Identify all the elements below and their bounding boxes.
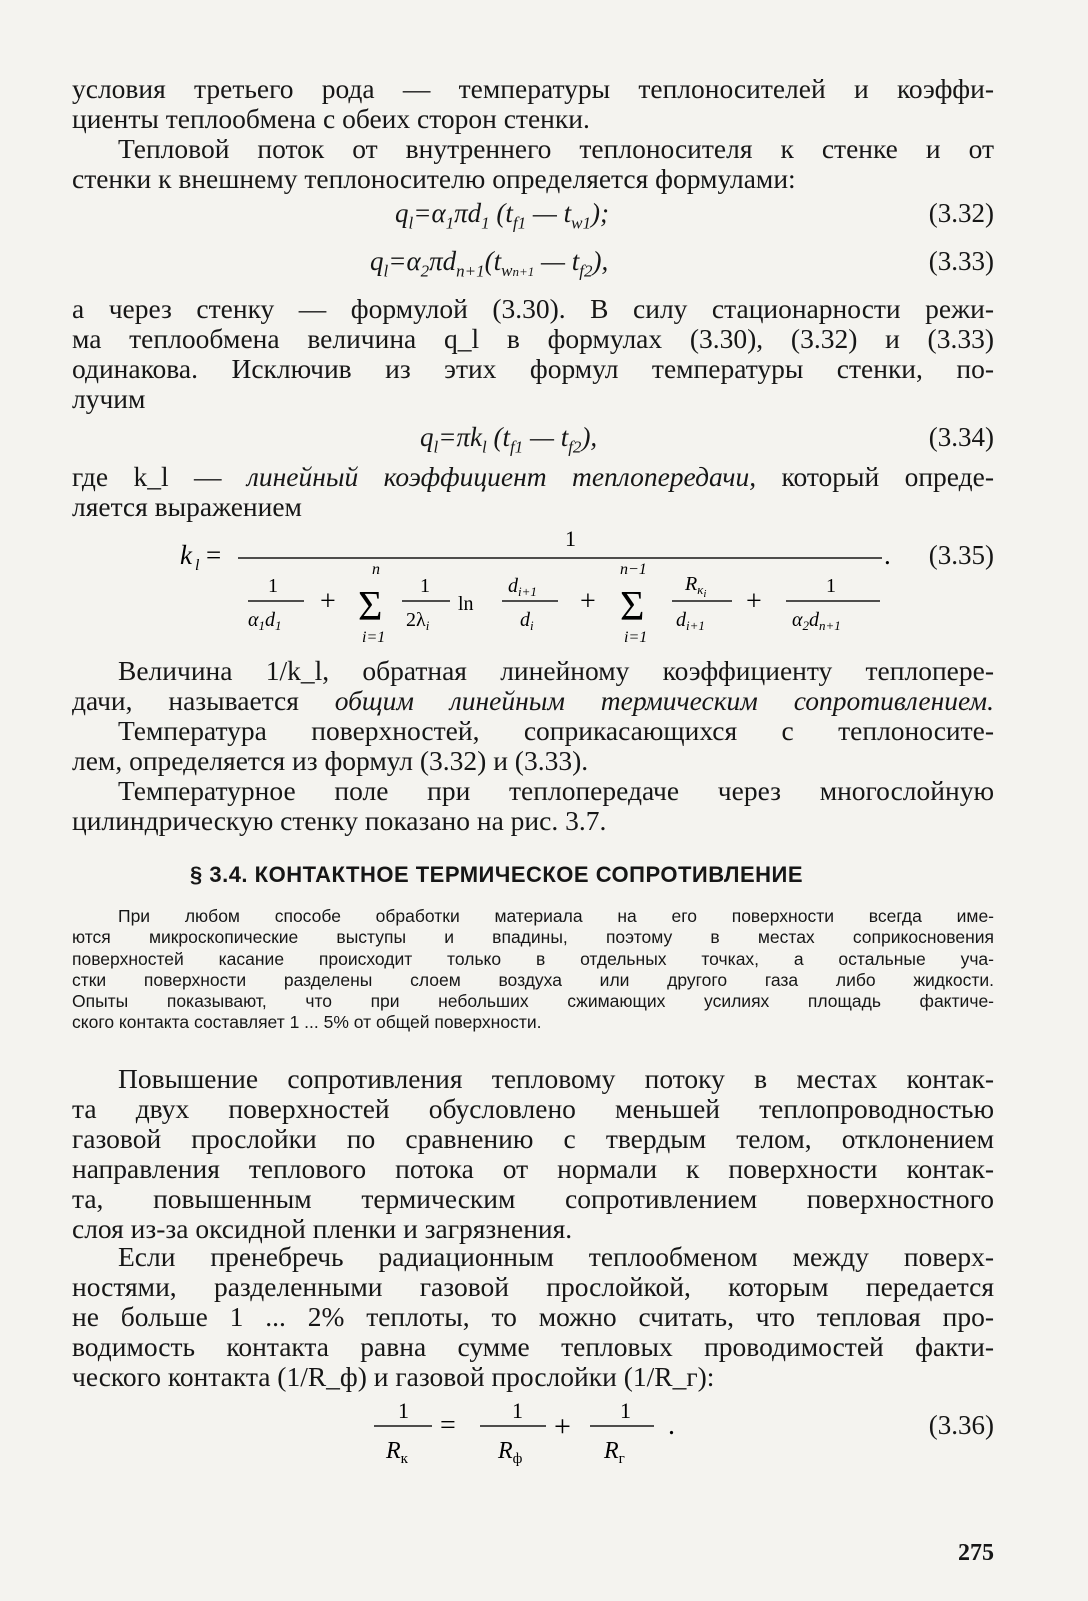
svg-text:+: + bbox=[746, 586, 762, 617]
paragraph-8 bbox=[72, 1064, 994, 1244]
text-line: водимость контакта равна сумме тепловых проводимостей факти- bbox=[72, 1331, 994, 1362]
svg-text:Rк: $R_к$ bbox=[386, 1438, 408, 1467]
svg-text:α2dn+1: $\alpha_2d_{n+1}$ bbox=[792, 609, 841, 633]
svg-text:ln: ln bbox=[458, 593, 474, 615]
equation-3-32: $q_l=\alpha_1\pi d_1$ ($t_{f1}$ — $t_{w1}$); bbox=[395, 198, 609, 233]
text-line: Тепловой поток от внутреннего теплоносителя к стенке и от bbox=[118, 133, 994, 164]
text-line: стки поверхности разделены слоем воздуха или другого газа либо жидкости. bbox=[72, 969, 994, 990]
text-line: Величина 1/k_l, обратная линейному коэффициенту теплопере- bbox=[118, 655, 994, 686]
text-run: который опреде- bbox=[756, 461, 994, 492]
text-line: слоя из-за оксидной пленки и загрязнения. bbox=[72, 1213, 573, 1244]
svg-text:n: n bbox=[372, 561, 380, 578]
text-line: ются микроскопические выступы и впадины, поэтому в местах соприкосновения bbox=[72, 927, 994, 948]
text-line: та двух поверхностей обусловлено меньшей теплопроводностью bbox=[72, 1093, 994, 1124]
text-line: не больше 1 ... 2% теплоты, то можно считать, что тепловая про- bbox=[72, 1301, 994, 1332]
paragraph-6 bbox=[72, 716, 994, 776]
text-line bbox=[72, 686, 994, 716]
svg-text:i=1: i=1 bbox=[362, 629, 386, 646]
section-heading: § 3.4. КОНТАКТНОЕ ТЕРМИЧЕСКОЕ СОПРОТИВЛЕНИЕ bbox=[190, 862, 804, 887]
equation-3-35 bbox=[180, 524, 920, 654]
text-line: ностями, разделенными газовой прослойкой, которым передается bbox=[72, 1271, 994, 1302]
equation-number: (3.32) bbox=[928, 198, 994, 228]
equation-number: (3.34) bbox=[928, 422, 994, 452]
equation-number: (3.35) bbox=[928, 540, 994, 570]
svg-text:Σ: Σ bbox=[358, 584, 383, 630]
text-line: ма теплообмена величина q_l в формулах (3.30), (3.32) и (3.33) bbox=[72, 323, 994, 354]
svg-text:1: 1 bbox=[398, 1398, 409, 1423]
text-line: условия третьего рода — температуры теплоносителей и коэффи- bbox=[72, 73, 994, 104]
text-line: циенты теплообмена с обеих сторон стенки. bbox=[72, 103, 590, 134]
svg-text:+: + bbox=[554, 1410, 571, 1443]
text-run: где k_l — bbox=[72, 461, 247, 492]
text-line: Температурное поле при теплопередаче через многослойную bbox=[118, 775, 994, 806]
paragraph-9 bbox=[72, 1242, 994, 1392]
svg-text:=: = bbox=[206, 540, 222, 570]
equation-number: (3.36) bbox=[928, 1410, 994, 1440]
text-line: Температура поверхностей, соприкасающихся с теплоносите- bbox=[118, 715, 994, 746]
equation-3-36 bbox=[368, 1394, 708, 1474]
text-line: При любом способе обработки материала на его поверхности всегда име- bbox=[118, 906, 994, 926]
text-line: лучим bbox=[72, 383, 146, 414]
svg-text:i=1: i=1 bbox=[624, 629, 648, 646]
defined-term: общим линейным термическим сопротивлением. bbox=[334, 685, 994, 716]
svg-text:di+1: $d_{i+1}$ bbox=[676, 609, 705, 633]
text-line: лем, определяется из формул (3.32) и (3.33). bbox=[72, 745, 589, 776]
svg-text:1: 1 bbox=[620, 1398, 631, 1423]
paragraph-4 bbox=[72, 462, 994, 522]
svg-text:1: 1 bbox=[420, 575, 430, 597]
text-line: Если пренебречь радиационным теплообменом между поверх- bbox=[118, 1241, 994, 1272]
svg-text:+: + bbox=[580, 586, 596, 617]
svg-text:Rкi: $R_кi$ bbox=[685, 573, 707, 600]
svg-text:Rф: $R_ф$ bbox=[498, 1438, 523, 1467]
equation-3-34: $q_l=\pi k_l$ ($t_{f1}$ — $t_{f2}$), bbox=[420, 422, 598, 457]
svg-text:2λi: $2\lambda_i$ bbox=[406, 609, 430, 633]
svg-text:1: 1 bbox=[268, 575, 278, 597]
text-line: ческого контакта (1/R_ф) и газовой прослойки (1/R_г): bbox=[72, 1361, 715, 1392]
paragraph-5 bbox=[72, 656, 994, 716]
text-line: одинакова. Исключив из этих формул температуры стенки, по- bbox=[72, 353, 994, 384]
svg-text:di+1: $d_{i+1}$ bbox=[508, 575, 537, 599]
paragraph-7 bbox=[72, 776, 994, 836]
text-line: Опыты показывают, что при небольших сжимающих усилиях площадь фактиче- bbox=[72, 991, 994, 1012]
svg-text:=: = bbox=[440, 1410, 456, 1441]
eq-numerator: 1 bbox=[565, 526, 576, 551]
paragraph-2 bbox=[72, 134, 994, 194]
svg-text:di: $d_i$ bbox=[520, 609, 534, 633]
small-print-paragraph bbox=[72, 906, 994, 1034]
svg-text:Rг: $R_г$ bbox=[604, 1438, 625, 1467]
svg-text:l: l bbox=[195, 557, 200, 574]
svg-text:Σ: Σ bbox=[620, 584, 645, 630]
text-line: а через стенку — формулой (3.30). В силу стационарности режи- bbox=[72, 293, 994, 324]
svg-text:1: 1 bbox=[512, 1398, 523, 1423]
defined-term: линейный коэффициент теплопередачи, bbox=[246, 461, 757, 492]
svg-text:.: . bbox=[668, 1410, 675, 1441]
svg-text:+: + bbox=[320, 586, 336, 617]
svg-text:α1d1: $\alpha_1d_1$ bbox=[248, 609, 282, 633]
paragraph-1 bbox=[72, 74, 994, 134]
svg-text:n−1: n−1 bbox=[620, 561, 647, 578]
svg-text:1: 1 bbox=[826, 575, 836, 597]
text-line: ляется выражением bbox=[72, 491, 302, 522]
equation-3-33: $q_l=\alpha_2\pi d_{n+1}(t_{wn+1}$ — $t_{f2}$), bbox=[370, 246, 609, 281]
text-line bbox=[72, 462, 994, 492]
text-line: поверхностей касание происходит только в отдельных точках, а остальные уча- bbox=[72, 948, 994, 969]
text-run: дачи, называется bbox=[72, 685, 335, 716]
text-line: газовой прослойки по сравнению с твердым телом, отклонением bbox=[72, 1123, 994, 1154]
svg-text:.: . bbox=[884, 540, 891, 570]
text-line: стенки к внешнему теплоносителю определяется формулами: bbox=[72, 163, 796, 194]
text-line: ского контакта составляет 1 ... 5% от общей поверхности. bbox=[72, 1012, 542, 1033]
paragraph-3 bbox=[72, 294, 994, 414]
equation-number: (3.33) bbox=[928, 246, 994, 276]
text-line: цилиндрическую стенку показано на рис. 3.7. bbox=[72, 805, 607, 836]
text-line: Повышение сопротивления тепловому потоку в местах контак- bbox=[118, 1063, 994, 1094]
text-line: та, повышенным термическим сопротивлением поверхностного bbox=[72, 1183, 994, 1214]
eq-lhs: k bbox=[180, 540, 192, 570]
text-line: направления теплового потока от нормали к поверхности контак- bbox=[72, 1153, 994, 1184]
page-number: 275 bbox=[958, 1540, 994, 1566]
